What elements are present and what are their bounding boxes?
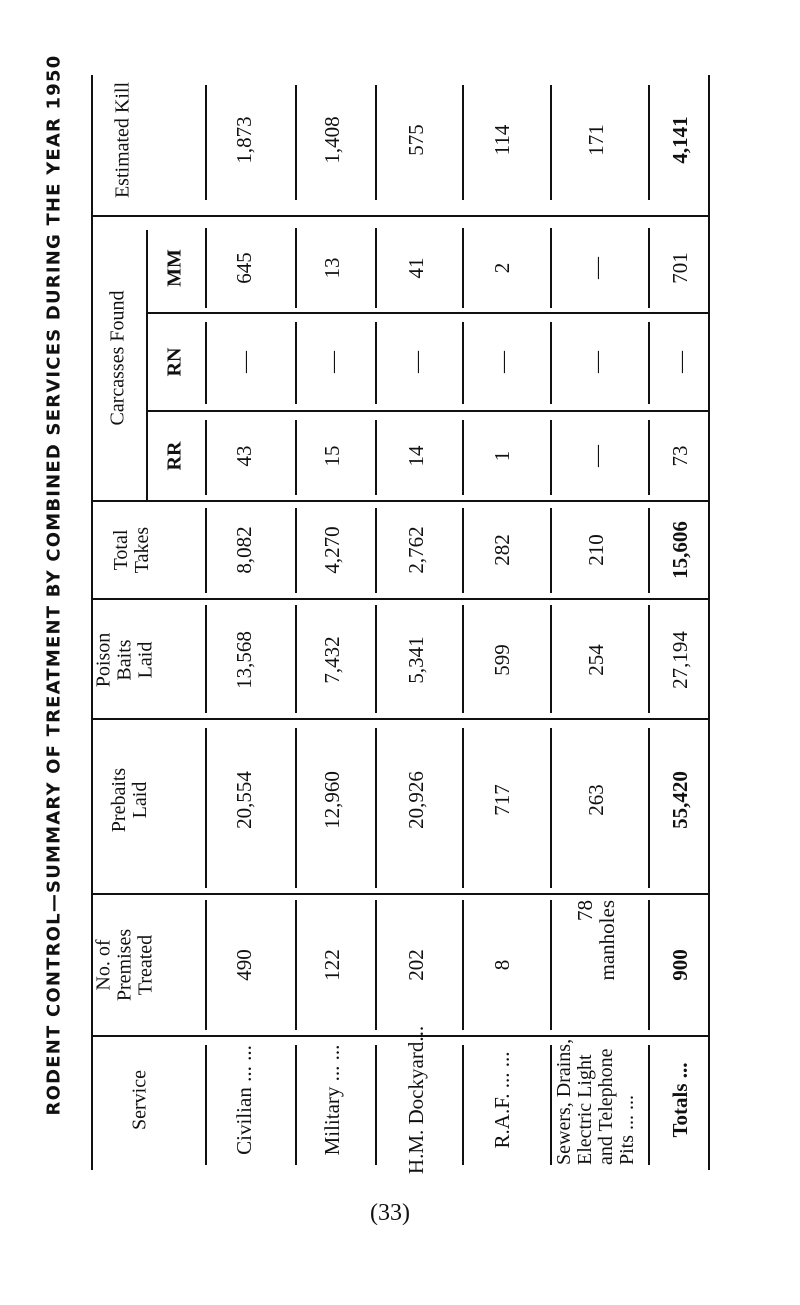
cell-mm: 13 [319, 257, 344, 279]
cell-rr: 14 [403, 445, 428, 467]
cell-service: R.A.F. ... ... [489, 1051, 514, 1149]
cell-rn: — [231, 351, 257, 373]
row-divider [462, 1045, 464, 1165]
header-estimated-kill [113, 82, 134, 198]
row-divider [205, 228, 207, 308]
cell-estimated-kill: 1,408 [319, 116, 344, 164]
header-prebaits-laid: Prebaits Laid [108, 767, 151, 833]
table-rule [708, 75, 710, 1170]
row-divider [462, 420, 464, 495]
cell-premises: 900 [667, 949, 692, 981]
header-mm: MM [163, 249, 186, 287]
cell-rn: — [667, 351, 693, 373]
row-divider [648, 900, 650, 1030]
row-divider [295, 900, 297, 1030]
cell-service: Military ... ... [319, 1044, 344, 1156]
cell-total-takes: 15,606 [667, 521, 692, 579]
cell-rn: — [403, 351, 429, 373]
row-divider [462, 508, 464, 593]
page-title: RODENT CONTROL—SUMMARY OF TREATMENT BY COMBINED SERVICES DURING THE YEAR 1950 [43, 54, 65, 1116]
row-divider [462, 728, 464, 888]
row-divider [375, 1045, 377, 1165]
cell-estimated-kill: 171 [583, 124, 608, 156]
table-rule [146, 230, 148, 502]
row-divider [648, 228, 650, 308]
row-divider [462, 322, 464, 404]
row-divider [295, 85, 297, 200]
cell-service: Civilian ... ... [231, 1045, 256, 1155]
cell-premises: 490 [231, 949, 256, 981]
row-divider [205, 728, 207, 888]
cell-total-takes: 8,082 [231, 526, 256, 574]
row-divider [205, 1045, 207, 1165]
table-rule [148, 312, 710, 314]
table-rule [148, 410, 710, 412]
cell-prebaits: 12,960 [319, 771, 344, 829]
row-divider [375, 228, 377, 308]
row-divider [462, 605, 464, 713]
row-divider [375, 605, 377, 713]
row-divider [648, 508, 650, 593]
cell-premises: 202 [403, 949, 428, 981]
header-poison-baits-laid: Poison Baits Laid [92, 632, 157, 688]
row-divider [375, 900, 377, 1030]
cell-mm: 701 [667, 252, 692, 284]
cell-rr: 1 [489, 450, 514, 462]
row-divider [550, 605, 552, 713]
cell-total-takes: 2,762 [403, 526, 428, 574]
row-divider [550, 85, 552, 200]
row-divider [205, 322, 207, 404]
cell-poison-baits: 13,568 [231, 631, 256, 689]
cell-mm: — [583, 257, 609, 279]
cell-service: Totals ... [667, 1062, 692, 1138]
cell-rn: — [489, 351, 515, 373]
row-divider [375, 85, 377, 200]
table-rule [93, 718, 710, 720]
cell-poison-baits: 5,341 [403, 636, 428, 684]
cell-total-takes: 282 [489, 534, 514, 566]
cell-rr: 73 [667, 445, 692, 467]
cell-prebaits: 717 [489, 784, 514, 816]
cell-prebaits: 20,554 [231, 771, 256, 829]
cell-prebaits: 263 [583, 784, 608, 816]
cell-poison-baits: 7,432 [319, 636, 344, 684]
cell-service: H.M. Dockyard... [403, 1025, 428, 1175]
row-divider [295, 322, 297, 404]
cell-rr: 15 [319, 445, 344, 467]
header-carcasses-found: Carcasses Found [106, 290, 129, 426]
header-estimated-kill-label: Estimated Kill [111, 81, 134, 199]
row-divider [205, 605, 207, 713]
row-divider [462, 900, 464, 1030]
cell-estimated-kill: 1,873 [231, 116, 256, 164]
cell-poison-baits: 254 [583, 644, 608, 676]
cell-mm: 41 [403, 257, 428, 279]
cell-total-takes: 4,270 [319, 526, 344, 574]
row-divider [295, 1045, 297, 1165]
cell-rr: — [583, 445, 609, 467]
cell-rn: — [583, 351, 609, 373]
row-divider [375, 322, 377, 404]
cell-premises: 122 [319, 949, 344, 981]
row-divider [550, 728, 552, 888]
row-divider [550, 322, 552, 404]
cell-premises: 78 manholes [572, 900, 619, 981]
table-rule [93, 215, 710, 217]
row-divider [375, 728, 377, 888]
header-service: Service [128, 1070, 151, 1130]
header-total-takes: Total Takes [110, 526, 153, 574]
row-divider [375, 420, 377, 495]
row-divider [550, 228, 552, 308]
header-premises-treated: No. of Premises Treated [92, 928, 157, 1002]
row-divider [205, 420, 207, 495]
row-divider [550, 900, 552, 1030]
cell-estimated-kill: 114 [489, 124, 514, 156]
page-number: (33) [370, 1200, 410, 1226]
row-divider [295, 420, 297, 495]
row-divider [648, 85, 650, 200]
row-divider [550, 508, 552, 593]
row-divider [462, 85, 464, 200]
cell-service: Sewers, Drains, Electric Light and Telephone Pits ... ... [553, 1038, 638, 1165]
cell-mm: 645 [231, 252, 256, 284]
cell-prebaits: 20,926 [403, 771, 428, 829]
cell-total-takes: 210 [583, 534, 608, 566]
table-rule [93, 893, 710, 895]
header-rr: RR [163, 441, 186, 471]
table-rule [93, 598, 710, 600]
row-divider [550, 1045, 552, 1165]
row-divider [295, 508, 297, 593]
row-divider [295, 728, 297, 888]
row-divider [462, 228, 464, 308]
cell-rr: 43 [231, 445, 256, 467]
row-divider [205, 900, 207, 1030]
cell-poison-baits: 599 [489, 644, 514, 676]
header-rn: RN [163, 347, 186, 377]
cell-poison-baits: 27,194 [667, 631, 692, 689]
cell-estimated-kill: 4,141 [667, 116, 692, 164]
row-divider [648, 1045, 650, 1165]
cell-premises: 8 [489, 959, 514, 971]
cell-estimated-kill: 575 [403, 124, 428, 156]
row-divider [295, 605, 297, 713]
row-divider [648, 420, 650, 495]
row-divider [648, 605, 650, 713]
row-divider [295, 228, 297, 308]
cell-rn: — [319, 351, 345, 373]
row-divider [205, 508, 207, 593]
row-divider [648, 322, 650, 404]
row-divider [648, 728, 650, 888]
cell-mm: 2 [489, 262, 514, 274]
row-divider [550, 420, 552, 495]
cell-prebaits: 55,420 [667, 771, 692, 829]
table-rule [93, 500, 710, 502]
row-divider [205, 85, 207, 200]
row-divider [375, 508, 377, 593]
